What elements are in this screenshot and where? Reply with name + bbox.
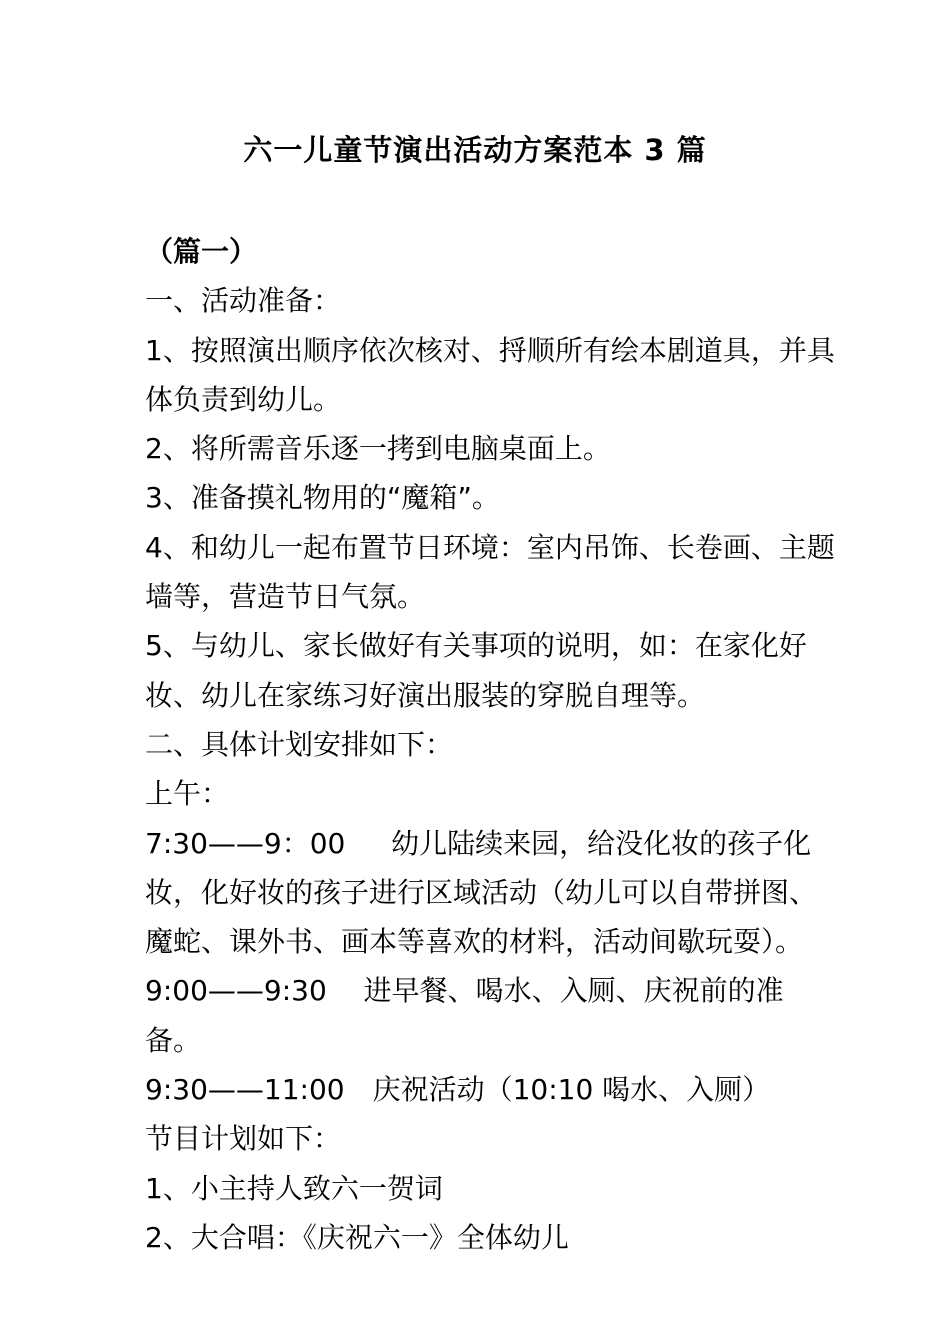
prep-item-5: 5、与幼儿、家长做好有关事项的说明，如：在家化好妆、幼儿在家练习好演出服装的穿脱自理等。 — [145, 629, 807, 712]
morning-label: 上午： — [145, 777, 230, 811]
prep-item-2: 2、将所需音乐逐一拷到电脑桌面上。 — [145, 432, 611, 466]
schedule-item-3: 9:30——11:00 庆祝活动（10:10 喝水、入厕） — [145, 1073, 771, 1107]
prep-item-1: 1、按照演出顺序依次核对、捋顺所有绘本剧道具，并具体负责到幼儿。 — [145, 333, 835, 416]
section-heading-part-one: （篇一） — [145, 235, 258, 268]
heading-schedule: 二、具体计划安排如下： — [145, 727, 454, 761]
program-item-1: 1、小主持人致六一贺词 — [145, 1171, 443, 1205]
heading-activity-preparation: 一、活动准备： — [145, 284, 342, 318]
prep-item-3: 3、准备摸礼物用的“魔箱”。 — [145, 481, 500, 515]
document-body — [145, 227, 835, 1262]
program-item-2: 2、大合唱：《庆祝六一》全体幼儿 — [145, 1220, 569, 1254]
schedule-item-1: 7:30——9：00 幼儿陆续来园，给没化妆的孩子化妆，化好妆的孩子进行区域活动（幼儿可以自带拼图、魔蛇、课外书、画本等喜欢的材料，活动间歇玩耍）。 — [145, 826, 818, 959]
document-title: 六一儿童节演出活动方案范本 3 篇 — [243, 133, 707, 167]
prep-item-4: 4、和幼儿一起布置节日环境：室内吊饰、长卷画、主题墙等，营造节日气氛。 — [145, 530, 835, 614]
program-heading: 节目计划如下： — [145, 1122, 342, 1156]
schedule-item-2: 9:00——9:30 进早餐、喝水、入厕、庆祝前的准备。 — [145, 974, 784, 1057]
